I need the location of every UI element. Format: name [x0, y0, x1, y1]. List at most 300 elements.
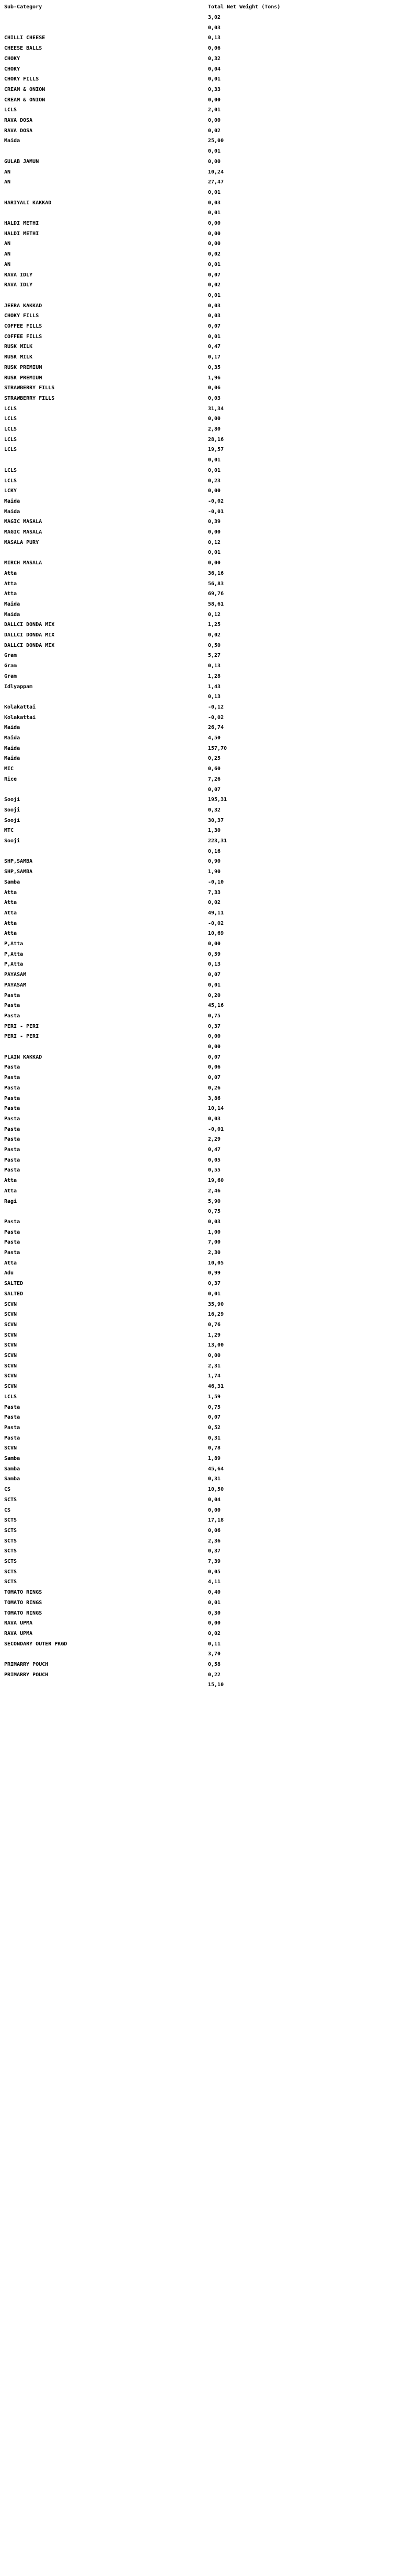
table-row [0, 1371, 418, 1382]
weight-cell: 10,14 [208, 1106, 224, 1112]
subcategory-cell: Atta [4, 931, 17, 937]
weight-cell: 0,78 [208, 1445, 221, 1452]
table-row [0, 702, 418, 713]
subcategory-cell: Gram [4, 653, 17, 659]
subcategory-cell: GULAB JAMUN [4, 158, 39, 165]
table-row [0, 1629, 418, 1639]
weight-cell: 0,17 [208, 354, 221, 361]
table-row [0, 54, 418, 64]
subcategory-cell: CS [4, 1507, 11, 1513]
table-row [0, 682, 418, 692]
weight-cell: 0,01 [208, 189, 221, 195]
weight-cell: 26,74 [208, 725, 224, 731]
table-row [0, 980, 418, 991]
weight-cell: 13,00 [208, 1342, 224, 1349]
weight-cell: 19,57 [208, 447, 224, 453]
table-row [0, 692, 418, 702]
table-row [0, 1402, 418, 1413]
weight-cell: 69,76 [208, 591, 224, 597]
subcategory-cell: LCKY [4, 488, 17, 494]
subcategory-cell: Maida [4, 756, 20, 762]
subcategory-cell: SECONDARY OUTER PKGD [4, 1641, 67, 1647]
weight-cell: 35,90 [208, 1301, 224, 1307]
table-row [0, 352, 418, 363]
subcategory-cell: AN [4, 241, 11, 247]
weight-cell: 1,43 [208, 683, 221, 690]
weight-cell: 16,29 [208, 1312, 224, 1318]
subcategory-cell: CS [4, 1487, 11, 1493]
table-row [0, 1649, 418, 1660]
subcategory-cell: Sooji [4, 807, 20, 813]
subcategory-cell: RAVA UPMA [4, 1630, 33, 1637]
table-row [0, 816, 418, 826]
weight-cell: 0,05 [208, 1157, 221, 1163]
weight-cell: 0,01 [208, 210, 221, 216]
weight-cell: 0,01 [208, 292, 221, 298]
subcategory-cell: SCTS [4, 1569, 17, 1575]
subcategory-cell: Pasta [4, 1075, 20, 1081]
subcategory-cell: SHP,SAMBA [4, 858, 33, 865]
table-row [0, 1248, 418, 1258]
subcategory-cell: SALTED [4, 1281, 24, 1287]
subcategory-cell: LCLS [4, 436, 17, 443]
table-row [0, 1258, 418, 1269]
weight-cell: 0,12 [208, 611, 221, 618]
table-row [0, 342, 418, 352]
weight-cell: -0,12 [208, 704, 224, 710]
weight-cell: 0,00 [208, 1353, 221, 1359]
weight-cell: 3,02 [208, 15, 221, 20]
weight-cell: 31,34 [208, 405, 224, 412]
subcategory-cell: PAYASAM [4, 982, 27, 988]
weight-cell: 0,06 [208, 385, 221, 391]
table-row [0, 424, 418, 435]
subcategory-cell: LCLS [4, 107, 17, 113]
weight-cell: 0,32 [208, 807, 221, 813]
subcategory-cell: CHOKY FILLS [4, 76, 39, 83]
weight-cell: 0,33 [208, 86, 221, 92]
table-row [0, 1495, 418, 1505]
table-row [0, 991, 418, 1001]
subcategory-cell: MAGIC MASALA [4, 519, 42, 525]
table-row [0, 949, 418, 960]
weight-cell: 1,89 [208, 1456, 221, 1461]
table-row [0, 260, 418, 270]
table-row [0, 33, 418, 43]
table-row [0, 579, 418, 589]
weight-cell: 2,31 [208, 1363, 221, 1369]
table-row [0, 1330, 418, 1341]
table-row [0, 1289, 418, 1299]
weight-cell: 1,00 [208, 1229, 221, 1235]
weight-cell: 0,03 [208, 200, 221, 206]
weight-cell: 4,50 [208, 735, 221, 741]
weight-cell: 58,61 [208, 601, 224, 607]
table-row [0, 1587, 418, 1598]
subcategory-cell: CHOKY FILLS [4, 313, 39, 319]
subcategory-cell: JEERA KAKKAD [4, 303, 42, 309]
weight-cell: 0,03 [208, 1219, 221, 1225]
table-row [0, 589, 418, 599]
subcategory-cell: PRIMARRY POUCH [4, 1662, 49, 1667]
weight-cell: 0,04 [208, 66, 221, 72]
subcategory-cell: LCLS [4, 426, 17, 432]
table-row [0, 218, 418, 229]
subcategory-cell: SCTS [4, 1538, 17, 1544]
subcategory-cell: SCTS [4, 1496, 17, 1503]
table-row [0, 795, 418, 805]
table-row [0, 898, 418, 908]
table-row [0, 723, 418, 733]
subcategory-cell: SHP,SAMBA [4, 869, 33, 875]
table-row [0, 805, 418, 816]
subcategory-cell: Maida [4, 601, 20, 607]
table-row [0, 95, 418, 106]
weight-cell: 0,52 [208, 1424, 221, 1431]
table-row [0, 311, 418, 321]
table-row [0, 43, 418, 54]
weight-cell: 0,37 [208, 1281, 221, 1287]
table-row [0, 74, 418, 85]
table-row [0, 1217, 418, 1227]
weight-cell: 1,25 [208, 622, 221, 628]
table-row [0, 733, 418, 744]
table-row [0, 1176, 418, 1186]
subcategory-cell: Atta [4, 570, 17, 576]
table-row [0, 177, 418, 188]
subcategory-cell: Idlyappam [4, 683, 33, 690]
table-row [0, 1206, 418, 1217]
table-row [0, 753, 418, 764]
subcategory-cell: LCLS [4, 467, 17, 473]
weight-cell: 3,70 [208, 1651, 221, 1657]
subcategory-cell: Pasta [4, 1147, 20, 1153]
weight-cell: 0,01 [208, 1599, 221, 1606]
subcategory-cell: MASALA PURY [4, 539, 39, 546]
table-row [0, 610, 418, 620]
subcategory-cell: RAVA IDLY [4, 272, 33, 278]
weight-cell: 10,50 [208, 1487, 224, 1493]
weight-cell: 0,31 [208, 1435, 221, 1441]
subcategory-cell: Pasta [4, 1013, 20, 1019]
table-row [0, 1165, 418, 1176]
table-row [0, 744, 418, 754]
table-row [0, 1268, 418, 1279]
table-row [0, 1670, 418, 1680]
table-row [0, 1309, 418, 1320]
table-row [0, 1351, 418, 1361]
weight-cell: 5,27 [208, 653, 221, 659]
table-row [0, 167, 418, 178]
table-row [0, 229, 418, 239]
subcategory-cell: P,Atta [4, 951, 24, 957]
subcategory-cell: Samba [4, 1476, 20, 1482]
weight-cell: 0,37 [208, 1023, 221, 1029]
table-row [0, 115, 418, 126]
table-row [0, 136, 418, 146]
table-row [0, 1083, 418, 1094]
subcategory-cell: SCVN [4, 1321, 17, 1328]
subcategory-cell: Ragi [4, 1198, 17, 1204]
table-row [0, 1598, 418, 1608]
table-row [0, 599, 418, 610]
subcategory-cell: Pasta [4, 1414, 20, 1421]
table-row [0, 332, 418, 342]
weight-cell: 2,46 [208, 1188, 221, 1194]
table-row [0, 249, 418, 260]
subcategory-cell: Pasta [4, 1239, 20, 1246]
table-row [0, 301, 418, 311]
subcategory-cell: Atta [4, 591, 17, 597]
subcategory-cell: SCVN [4, 1342, 17, 1349]
subcategory-cell: AN [4, 169, 11, 175]
table-row [0, 641, 418, 651]
subcategory-cell: Pasta [4, 1250, 20, 1256]
weight-cell: 0,01 [208, 457, 221, 463]
table-row [0, 188, 418, 198]
weight-cell: 0,13 [208, 694, 221, 700]
weight-cell: 1,74 [208, 1373, 221, 1379]
table-row [0, 1484, 418, 1495]
weight-cell: 0,12 [208, 539, 221, 546]
subcategory-cell: Kolakattai [4, 714, 36, 721]
subcategory-cell: SCTS [4, 1559, 17, 1564]
weight-cell: 5,90 [208, 1198, 221, 1204]
subcategory-cell: Pasta [4, 1229, 20, 1235]
weight-cell: 0,01 [208, 550, 221, 556]
subcategory-cell: LCLS [4, 1394, 17, 1400]
weight-cell: 17,18 [208, 1517, 224, 1524]
table-row [0, 939, 418, 949]
weight-cell: 0,75 [208, 1013, 221, 1019]
table-row [0, 1433, 418, 1444]
table-row [0, 270, 418, 281]
weight-cell: 0,00 [208, 941, 221, 947]
table-row [0, 1567, 418, 1577]
header-subcategory: Sub-Category [4, 4, 42, 10]
table-row [0, 1134, 418, 1145]
table-row [0, 496, 418, 507]
subcategory-cell: Pasta [4, 1404, 20, 1410]
weight-cell: 0,58 [208, 1662, 221, 1667]
weight-cell: 45,16 [208, 1003, 224, 1009]
table-row [0, 476, 418, 486]
subcategory-cell: SCVN [4, 1332, 17, 1338]
weight-cell: 0,00 [208, 97, 221, 103]
table-row [0, 1464, 418, 1475]
subcategory-cell: Sooji [4, 797, 20, 803]
subcategory-cell: HALDI METHI [4, 221, 39, 226]
weight-cell: 0,07 [208, 272, 221, 278]
table-row [0, 1423, 418, 1433]
weight-cell: 0,07 [208, 1414, 221, 1421]
subcategory-cell: TOMATO RINGS [4, 1610, 42, 1616]
table-row [0, 713, 418, 723]
subcategory-cell: Pasta [4, 1064, 20, 1071]
table-row [0, 1062, 418, 1073]
table-row [0, 1557, 418, 1567]
subcategory-cell: Atta [4, 900, 17, 906]
subcategory-cell: SCTS [4, 1527, 17, 1534]
weight-cell: 157,70 [208, 745, 227, 751]
table-row [0, 13, 418, 23]
table-row [0, 959, 418, 970]
subcategory-cell: Adu [4, 1270, 14, 1277]
table-row [0, 970, 418, 980]
weight-cell: 0,03 [208, 25, 221, 31]
table-row [0, 651, 418, 661]
table-row [0, 1340, 418, 1351]
weight-cell: 0,00 [208, 1507, 221, 1513]
table-row [0, 208, 418, 218]
weight-cell: 0,03 [208, 313, 221, 319]
subcategory-cell: SCVN [4, 1384, 17, 1390]
table-row [0, 919, 418, 929]
table-row [0, 1001, 418, 1011]
table-row [0, 64, 418, 75]
table-row [0, 1145, 418, 1155]
weight-cell: 2,01 [208, 107, 221, 113]
weight-cell: 7,26 [208, 776, 221, 782]
weight-cell: 7,00 [208, 1239, 221, 1246]
subcategory-cell: RUSK MILK [4, 344, 33, 350]
subcategory-cell: Pasta [4, 1095, 20, 1101]
table-row [0, 23, 418, 33]
weight-cell: 1,29 [208, 1332, 221, 1338]
subcategory-cell: RUSK MILK [4, 354, 33, 361]
table-row [0, 435, 418, 445]
table-row [0, 414, 418, 424]
table-row [0, 1577, 418, 1587]
weight-cell: 0,01 [208, 982, 221, 988]
table-row [0, 929, 418, 939]
subcategory-cell: RAVA IDLY [4, 282, 33, 288]
weight-cell: 0,99 [208, 1270, 221, 1277]
subcategory-cell: Samba [4, 879, 20, 885]
subcategory-cell: AN [4, 261, 11, 268]
table-row [0, 661, 418, 671]
subcategory-cell: Pasta [4, 1116, 20, 1122]
subcategory-cell: RAVA DOSA [4, 127, 33, 134]
table-row [0, 1454, 418, 1464]
table-row [0, 1104, 418, 1114]
table-row [0, 671, 418, 682]
subcategory-cell: CHOKY [4, 55, 20, 62]
subcategory-cell: Pasta [4, 1003, 20, 1009]
weight-cell: 46,31 [208, 1384, 224, 1390]
weight-cell: 0,01 [208, 333, 221, 340]
weight-cell: 0,60 [208, 766, 221, 772]
weight-cell: 2,30 [208, 1250, 221, 1256]
table-row [0, 568, 418, 579]
subcategory-cell: SALTED [4, 1291, 24, 1297]
weight-cell: 0,37 [208, 1548, 221, 1554]
weight-cell: 0,00 [208, 1034, 221, 1040]
table-row [0, 1186, 418, 1197]
subcategory-cell: LCLS [4, 447, 17, 453]
subcategory-cell: Maida [4, 735, 20, 741]
subcategory-cell: MTC [4, 828, 14, 834]
subcategory-cell: PRIMARRY POUCH [4, 1672, 49, 1678]
weight-cell: 0,00 [208, 241, 221, 247]
weight-cell: 0,01 [208, 76, 221, 83]
weight-cell: 0,00 [208, 488, 221, 494]
subcategory-cell: SCTS [4, 1548, 17, 1554]
weight-cell: 10,69 [208, 931, 224, 937]
subcategory-cell: SCTS [4, 1579, 17, 1585]
weight-cell: 0,25 [208, 756, 221, 762]
table-row [0, 455, 418, 466]
weight-cell: -0,02 [208, 714, 224, 721]
weight-cell: 2,36 [208, 1538, 221, 1544]
table-row [0, 1094, 418, 1104]
table-row [0, 198, 418, 208]
subcategory-cell: Atta [4, 920, 17, 926]
weight-cell: 0,16 [208, 848, 221, 854]
table-row [0, 1536, 418, 1547]
weight-cell: -0,01 [208, 508, 224, 515]
subcategory-cell: Atta [4, 1260, 17, 1266]
table-row [0, 764, 418, 774]
subcategory-cell: Pasta [4, 1219, 20, 1225]
weight-cell: 0,00 [208, 529, 221, 535]
weight-cell: 0,40 [208, 1589, 221, 1596]
subcategory-cell: Samba [4, 1466, 20, 1472]
table-row [0, 1031, 418, 1042]
subcategory-cell: Pasta [4, 1157, 20, 1163]
weight-cell: 15,10 [208, 1682, 224, 1688]
table-row [0, 1011, 418, 1022]
table-row [0, 1546, 418, 1557]
weight-cell: 0,02 [208, 632, 221, 638]
weight-cell: 0,01 [208, 148, 221, 155]
subcategory-cell: SCVN [4, 1363, 17, 1369]
weight-cell: 0,00 [208, 416, 221, 422]
weight-cell: 4,11 [208, 1579, 221, 1585]
subcategory-cell: Gram [4, 673, 17, 679]
table-row [0, 836, 418, 846]
weight-cell: 0,55 [208, 1167, 221, 1174]
subcategory-cell: RUSK PREMIUM [4, 375, 42, 381]
subcategory-cell: LCLS [4, 478, 17, 484]
weight-cell: 30,37 [208, 817, 224, 823]
table-row [0, 1474, 418, 1484]
weight-cell: 0,13 [208, 35, 221, 41]
subcategory-cell: CHOKY [4, 66, 20, 72]
subcategory-cell: TOMATO RINGS [4, 1599, 42, 1606]
table-row [0, 363, 418, 373]
subcategory-cell: Maida [4, 611, 20, 618]
weight-cell: 0,01 [208, 1291, 221, 1297]
header-row [0, 2, 418, 13]
subcategory-cell: RAVA UPMA [4, 1620, 33, 1627]
subcategory-cell: Pasta [4, 1126, 20, 1132]
table-row [0, 1526, 418, 1536]
weight-cell: 0,75 [208, 1209, 221, 1215]
table-row [0, 507, 418, 517]
table-row [0, 908, 418, 919]
subcategory-cell: Pasta [4, 1085, 20, 1091]
subcategory-cell: Maida [4, 508, 20, 515]
table-row [0, 1114, 418, 1124]
table-row [0, 826, 418, 836]
table-row [0, 630, 418, 641]
weight-cell: 1,28 [208, 673, 221, 679]
weight-cell: 0,06 [208, 45, 221, 52]
subcategory-cell: CREAM & ONION [4, 86, 45, 92]
subcategory-cell: Sooji [4, 817, 20, 823]
table-row [0, 1361, 418, 1372]
